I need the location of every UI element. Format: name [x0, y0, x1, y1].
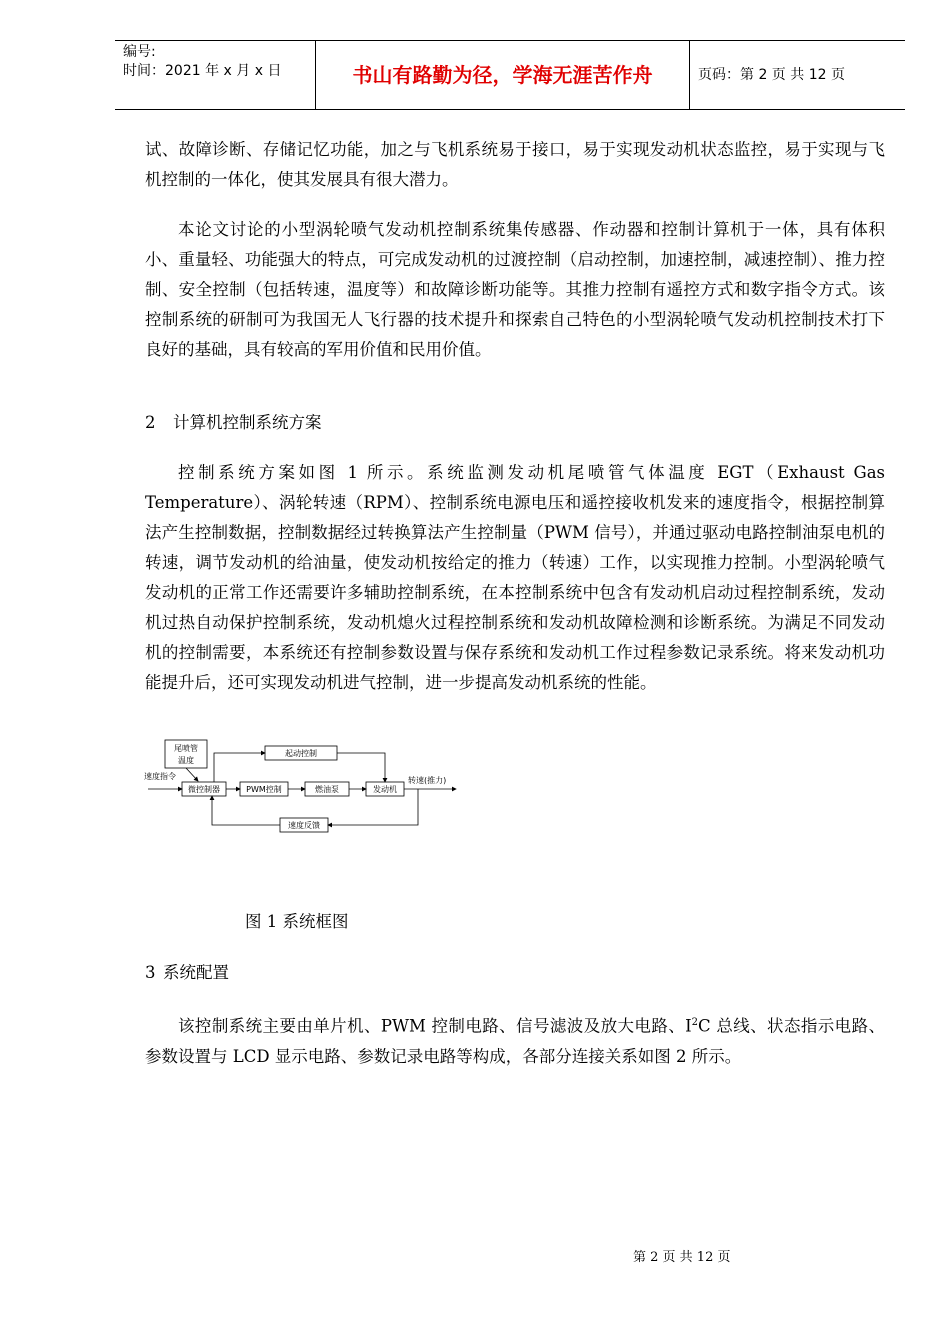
section-3-title: 系统配置	[163, 963, 229, 982]
fuel-pump-label: 燃油泵	[315, 785, 339, 794]
nozzle-temp-label-1: 尾喷管	[174, 744, 198, 753]
page-header	[115, 40, 905, 110]
section-2-heading	[145, 408, 322, 438]
page-footer: 第 2 页 共 12 页	[633, 1250, 731, 1265]
header-page-number: 页码：第 2 页 共 12 页	[698, 67, 845, 83]
pwm-label: PWM控制	[246, 785, 282, 794]
section-2-title: 计算机控制系统方案	[173, 413, 322, 432]
paragraph-1: 试、故障诊断、存储记忆功能，加之与飞机系统易于接口，易于实现发动机状态监控，易于实现与飞机控制的一体化，使其发展具有很大潜力。	[145, 140, 885, 189]
document-time: 时间：2021 年 x 月 x 日	[123, 63, 282, 79]
system-block-diagram	[140, 735, 470, 835]
output-label: 转速(推力)	[408, 776, 447, 785]
engine-label: 发动机	[373, 785, 397, 794]
microcontroller-label: 微控制器	[188, 785, 220, 794]
section-2-number: 2	[145, 413, 156, 432]
paragraph-4-part-1: 该控制系统主要由单片机、PWM 控制电路、信号滤波及放大电路、I	[178, 1016, 692, 1036]
paragraph-2: 本论文讨论的小型涡轮喷气发动机控制系统集传感器、作动器和控制计算机于一体，具有体积小、重量轻、功能强大的特点，可完成发动机的过渡控制（启动控制，加速控制，减速控制）、推力控制、安全控制（包括转速，温度等）和故障诊断功能等。其推力控制有遥控方式和数字指令方式。该控制系统的研制可为我国无人飞行器的技术提升和探索自己特色的小型涡轮喷气发动机控制技术打下良好的基础，具有较高的军用价值和民用价值。	[145, 220, 885, 359]
header-meta	[115, 41, 315, 109]
speed-command-label: 速度指令	[144, 772, 176, 781]
header-motto: 书山有路勤为径，学海无涯苦作舟	[315, 41, 690, 109]
speed-feedback-label: 速度反馈	[288, 821, 320, 830]
nozzle-temp-label-2: 温度	[178, 756, 194, 765]
paragraph-3: 控制系统方案如图 1 所示。系统监测发动机尾喷管气体温度 EGT（Exhaust Gas Temperature）、涡轮转速（RPM）、控制系统电源电压和遥控接收机发来的速度指令，根据控制算法产生控制数据，控制数据经过转换算法产生控制量（PWM 信号），并通过驱动电路控制油泵电机的转速，调节发动机的给油量，使发动机按给定的推力（转速）工作，以实现推力控制。小型涡轮喷气发动机的正常工作还需要许多辅助控制系统，在本控制系统中包含有发动机启动过程控制系统，发动机过热自动保护控制系统，发动机熄火过程控制系统和发动机故障检测和诊断系统。为满足不同发动机的控制需要，本系统还有控制参数设置与保存系统和发动机工作过程参数记录系统。将来发动机功能提升后，还可实现发动机进气控制，进一步提高发动机系统的性能。	[145, 463, 885, 692]
paragraph-4	[145, 1008, 885, 1072]
document-number: 编号:	[123, 44, 156, 60]
section-3-number: 3	[145, 963, 156, 982]
start-control-label: 起动控制	[285, 749, 317, 758]
figure-1-caption: 图 1 系统框图	[245, 912, 349, 931]
paragraph-4-part-2: C 总线、状态指示电路、参数设置与 LCD 显示电路、参数记录电路等构成，各部分连接关系如图 2 所示。	[145, 1016, 886, 1066]
section-3-heading	[145, 958, 229, 988]
paragraph-4-superscript: 2	[691, 1017, 699, 1028]
